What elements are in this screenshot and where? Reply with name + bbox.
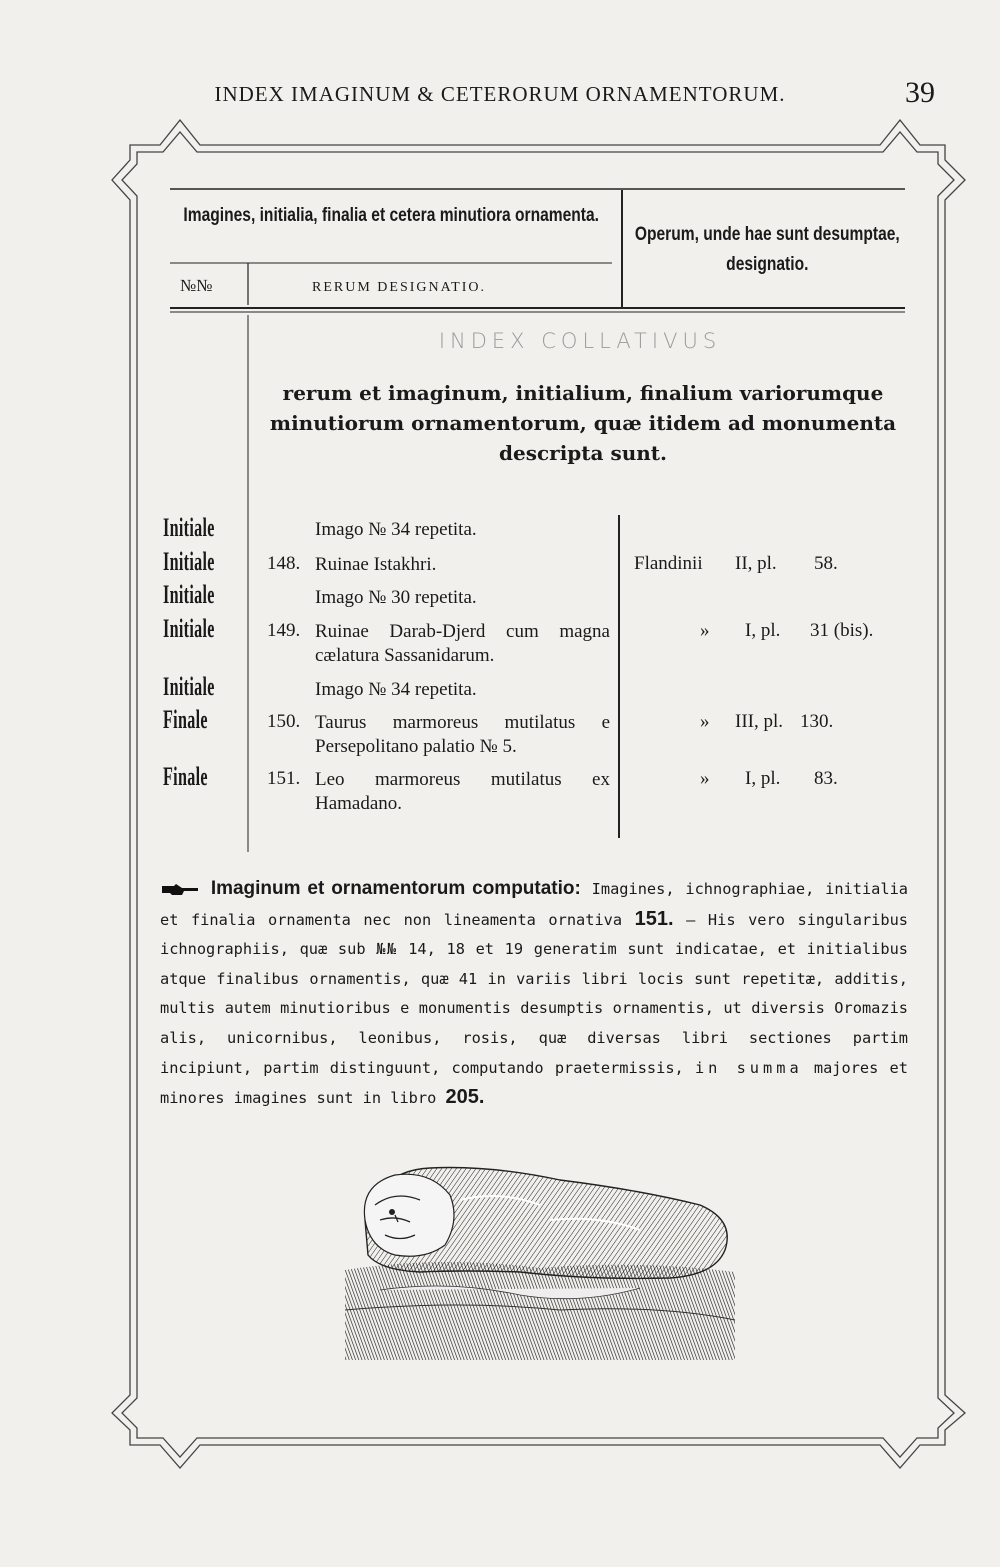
- computatio-lead: Imaginum et ornamentorum computatio:: [210, 878, 581, 899]
- row-description: Imago № 34 repetita.: [315, 519, 477, 540]
- row-label: Finale: [163, 762, 208, 791]
- row-source: »: [700, 711, 710, 732]
- section-title: INDEX COLLATIVUS: [438, 329, 722, 353]
- row-label: Finale: [163, 705, 208, 734]
- row-label: Initiale: [163, 580, 215, 609]
- row-source-volume: I, pl.: [745, 620, 781, 641]
- row-label: Initiale: [163, 513, 215, 542]
- computatio-text-2: — His vero singularibus ichnographiis, quæ sub №№ 14, 18 et 19 generatim sunt indicatae, et initialibus atque finalibus ornamentis, quæ 41 in variis libri locis sunt repetitæ, additis, multis autem minutioribus e monumentis desumptis ornamentis, ut diversis Oromazis alis, unicornibus, leonibus, rosis, quæ diversas libri sectiones partim incipiunt, partim distinguunt, computando praetermissis,: [160, 910, 908, 1077]
- row-source-volume: III, pl.: [735, 711, 784, 732]
- computatio-text-1: Imagines, ichnographiae, initialia et finalia ornamenta nec non lineamenta ornativa: [160, 880, 908, 929]
- row-label: Initiale: [163, 614, 215, 643]
- computatio-count-2: 205.: [445, 1086, 485, 1109]
- row-description: Imago № 34 repetita.: [315, 679, 477, 700]
- row-source: »: [700, 768, 710, 789]
- row-number: 149.: [267, 620, 301, 641]
- row-source-plate: 31 (bis).: [810, 620, 874, 641]
- row-source-volume: I, pl.: [745, 768, 781, 789]
- row-description: Leo marmoreus mutilatus ex Hamadano.: [315, 769, 610, 814]
- computatio-paragraph: [160, 874, 908, 1114]
- row-description: Imago № 30 repetita.: [315, 587, 477, 608]
- row-description: Ruinae Darab-Djerd cum magna cælatura Sassanidarum.: [315, 621, 610, 666]
- pointing-hand-icon: [160, 883, 200, 897]
- row-source: Flandinii: [634, 553, 703, 574]
- computatio-spaced: in summa: [694, 1058, 803, 1077]
- lion-sculpture-engraving: [340, 1160, 740, 1360]
- row-number: 151.: [267, 768, 301, 789]
- row-source-plate: 58.: [814, 553, 838, 574]
- section-intro: rerum et imaginum, initialium, finalium variorumque minutiorum ornamentorum, quæ itidem ad monumenta descripta sunt.: [269, 381, 897, 465]
- row-label: Initiale: [163, 547, 215, 576]
- row-number: 148.: [267, 553, 301, 574]
- column-header-operum: Operum, unde hae sunt desumptae, designatio.: [634, 224, 900, 275]
- page-number: 39: [905, 76, 935, 109]
- column-header-imagines: Imagines, initialia, finalia et cetera minutiora ornamenta.: [183, 205, 599, 226]
- running-title: INDEX IMAGINUM & CETERORUM ORNAMENTORUM.: [214, 82, 786, 106]
- row-label: Initiale: [163, 672, 215, 701]
- computatio-count-1: 151.: [634, 907, 674, 930]
- row-source: »: [700, 620, 710, 641]
- row-description: Taurus marmoreus mutilatus e Persepolitano palatio № 5.: [315, 712, 610, 757]
- row-number: 150.: [267, 711, 301, 732]
- row-source-plate: 83.: [814, 768, 838, 789]
- column-header-numbers: №№: [180, 276, 213, 295]
- row-source-volume: II, pl.: [735, 553, 777, 574]
- computatio-text-3: majores et minores imagines sunt in libro: [160, 1058, 908, 1108]
- row-description: Ruinae Istakhri.: [315, 554, 437, 575]
- row-source-plate: 130.: [800, 711, 834, 732]
- column-header-designatio: RERUM DESIGNATIO.: [312, 280, 486, 295]
